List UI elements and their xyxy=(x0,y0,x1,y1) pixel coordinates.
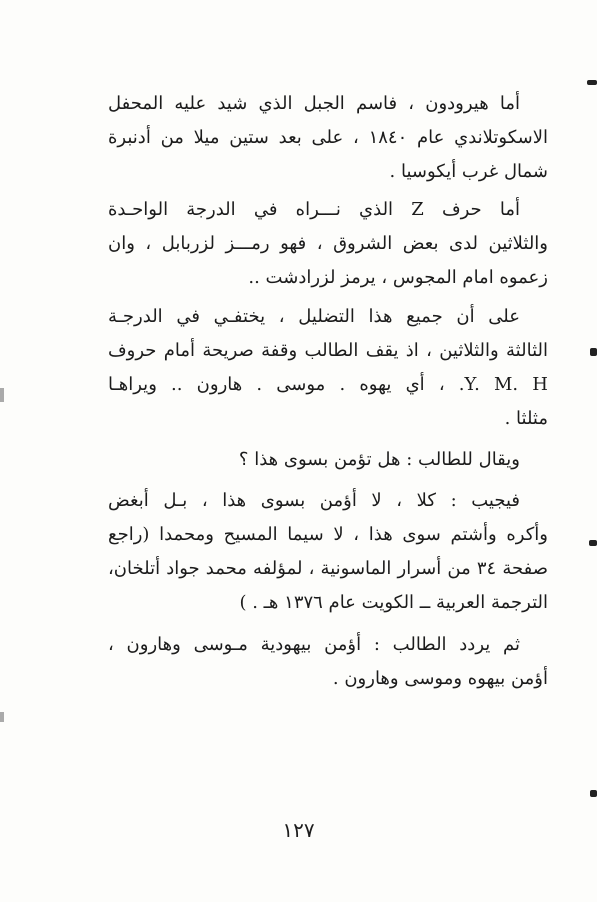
text-line: والثلاثين لدى بعض الشروق ، فهو رمـــز لزربابل ، وان xyxy=(108,233,548,254)
text-line: الاسكوتلاندي عام ١٨٤٠ ، على بعد ستين ميلا من أدنبرة xyxy=(108,127,548,148)
page-number: ١٢٧ xyxy=(282,818,315,842)
scan-edge-mark xyxy=(589,540,597,546)
text-line: زعموه امام المجوس ، يرمز لزرادشت .. xyxy=(248,267,548,288)
text-line: ويقال للطالب : هل تؤمن بسوى هذا ؟ xyxy=(238,449,520,470)
scan-speck xyxy=(0,712,4,722)
text-line: شمال غرب أيكوسيا . xyxy=(389,161,548,182)
paragraph-question xyxy=(108,443,548,477)
text-line: أما حرف Z الذي نـــراه في الدرجة الواحـدة xyxy=(108,199,520,220)
paragraph-degree-33 xyxy=(108,300,548,436)
text-line: ثم يردد الطالب : أؤمن بيهودية مـوسى وهارون ، xyxy=(108,634,520,655)
scan-edge-mark xyxy=(590,790,597,797)
text-line: صفحة ٣٤ من أسرار الماسونية ، لمؤلفه محمد جواد أتلخان، xyxy=(108,558,548,579)
text-line: فيجيب : كلا ، لا أؤمن بسوى هذا ، بـل أبغض xyxy=(108,490,520,511)
scan-edge-mark xyxy=(587,80,597,85)
scan-edge-mark xyxy=(590,348,597,356)
paragraph-answer xyxy=(108,484,548,620)
paragraph-herodon xyxy=(108,87,548,189)
paragraph-letter-z xyxy=(108,193,548,295)
text-line: على أن جميع هذا التضليل ، يختفـي في الدرجـة xyxy=(108,306,520,327)
text-line: أما هيرودون ، فاسم الجبل الذي شيد عليه المحفل xyxy=(108,93,520,114)
text-line: الترجمة العربية ــ الكويت عام ١٣٧٦ هـ . ) xyxy=(239,592,548,613)
paragraph-repeat xyxy=(108,628,548,696)
text-line: وأكره وأشتم سوى هذا ، لا سيما المسيح ومحمدا (راجع xyxy=(108,524,548,545)
text-line: مثلثا . xyxy=(504,408,548,429)
text-line: Y. M. H. ، أي يهوه . موسى . هارون .. ويراهـا xyxy=(108,374,548,395)
text-line: الثالثة والثلاثين ، اذ يقف الطالب وقفة صريحة أمام حروف xyxy=(108,340,548,361)
scan-speck xyxy=(0,388,4,402)
text-line: أؤمن بيهوه وموسى وهارون . xyxy=(332,668,548,689)
